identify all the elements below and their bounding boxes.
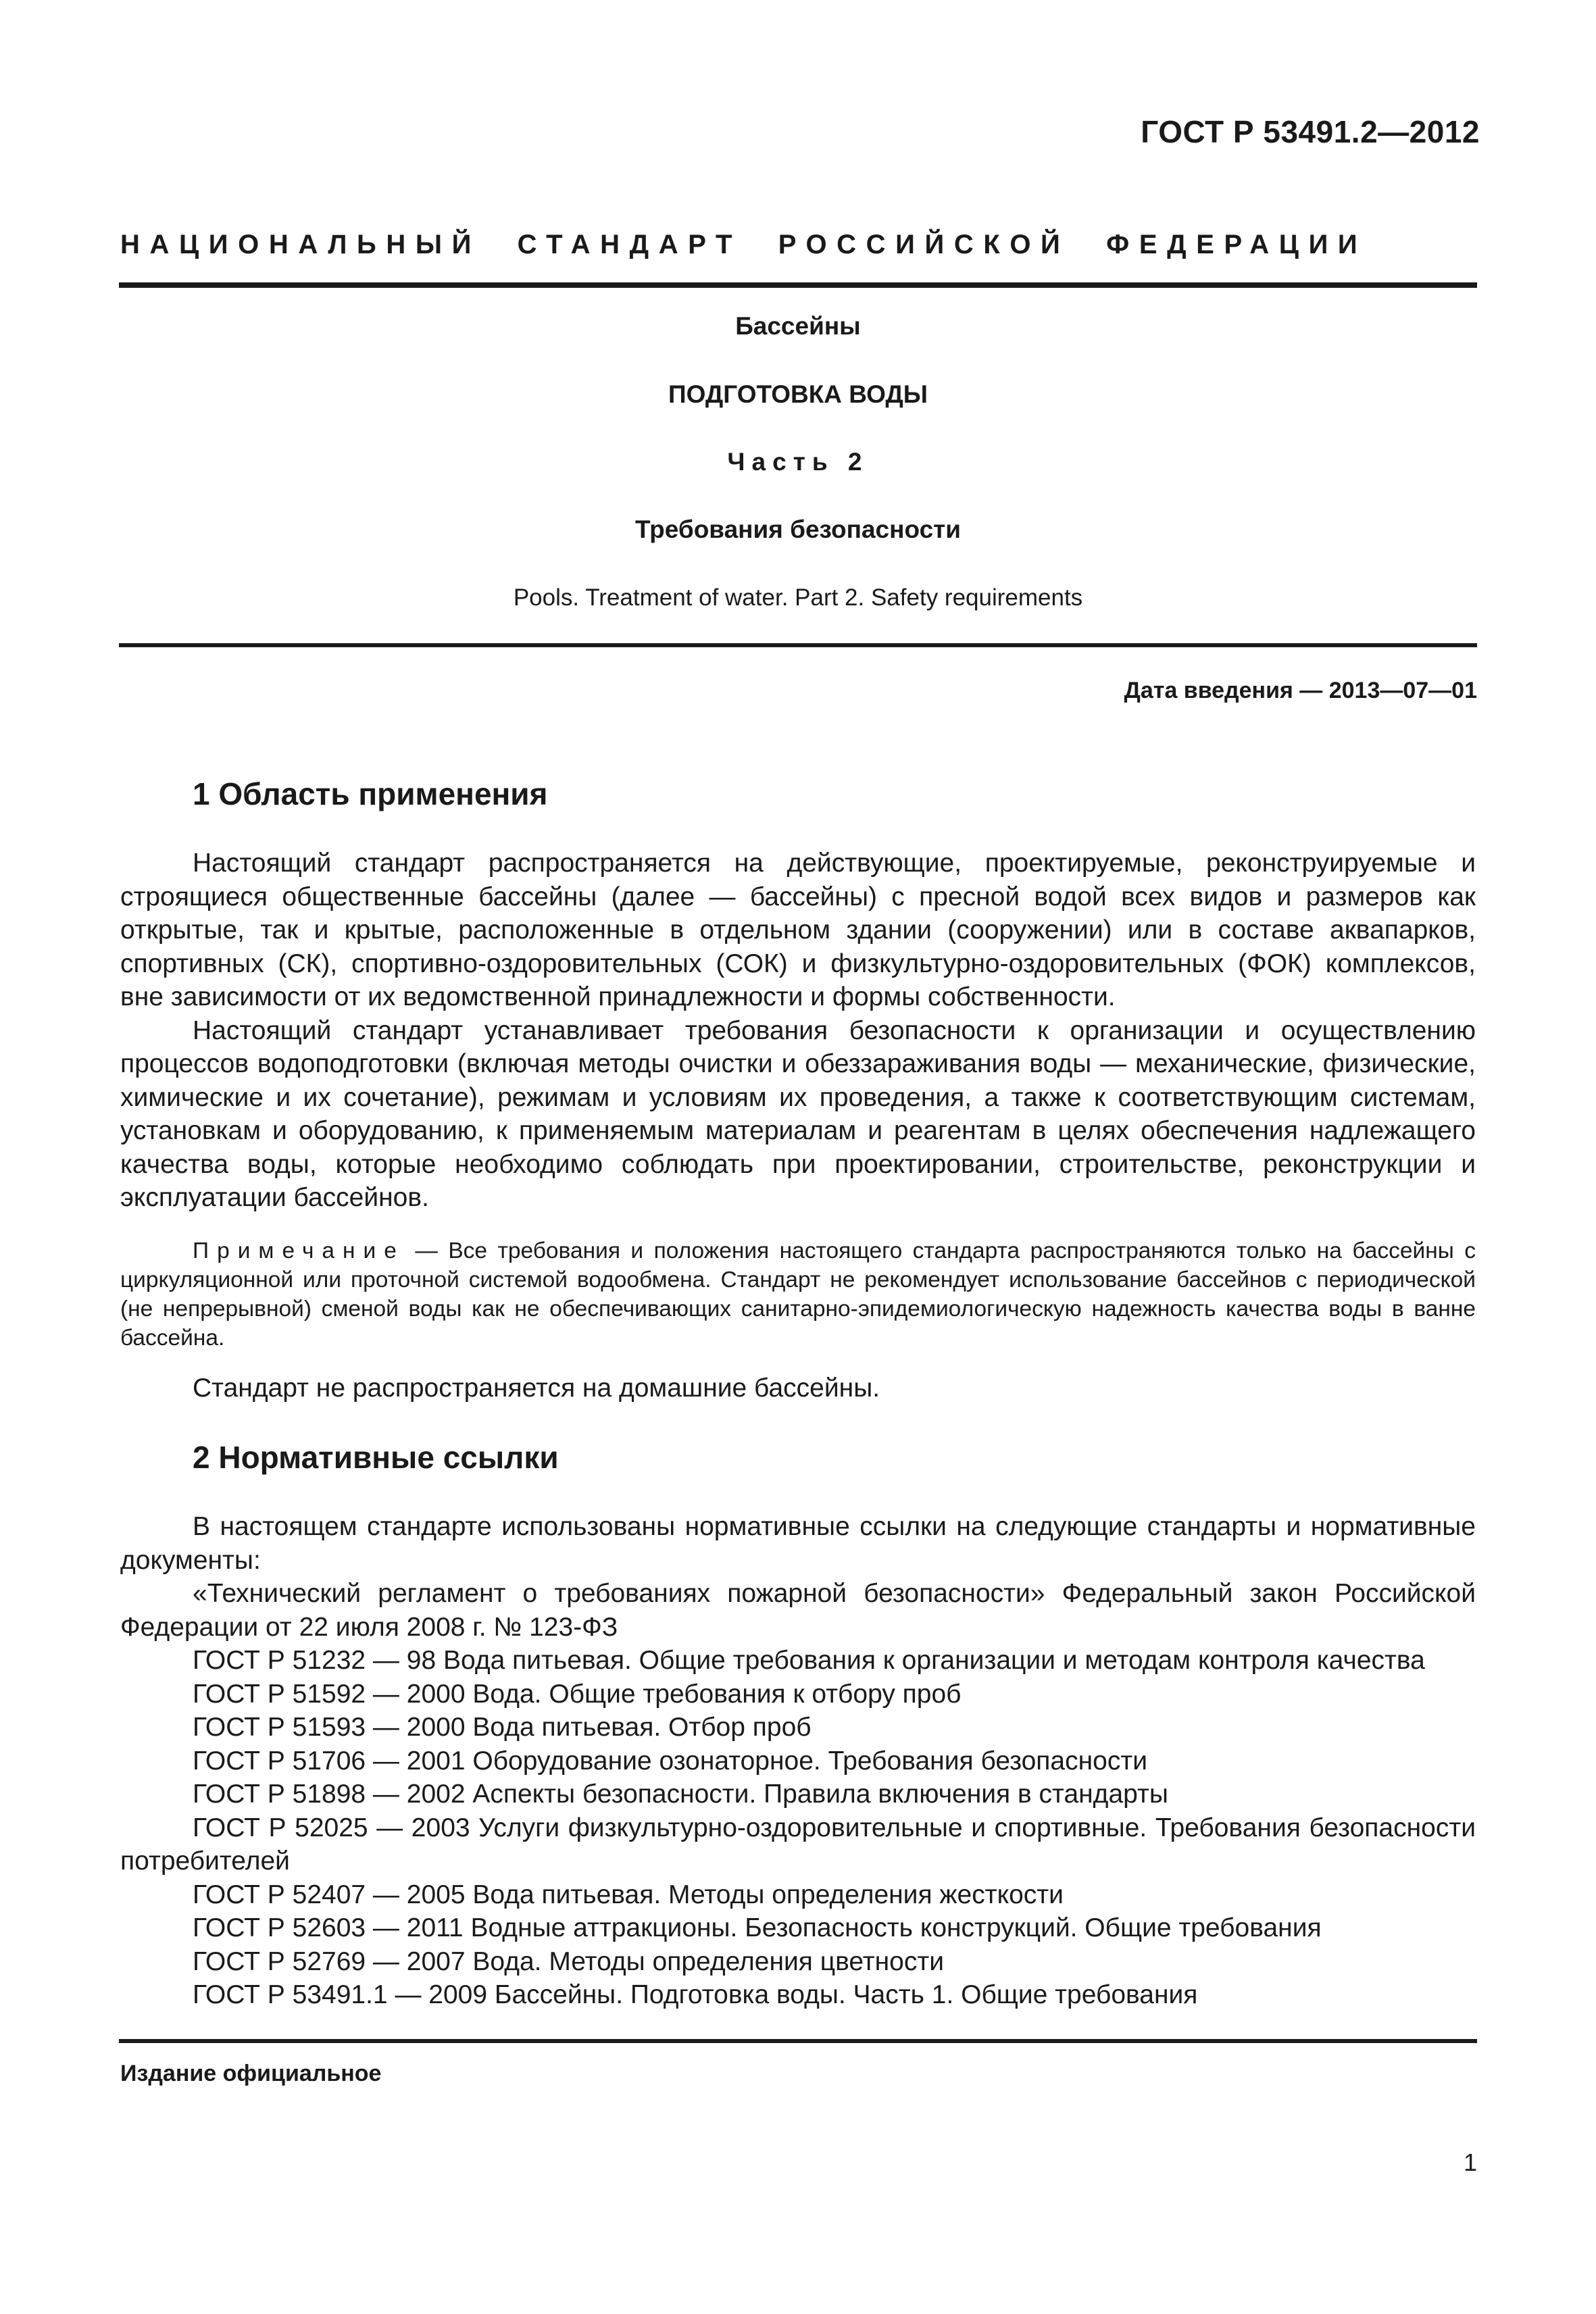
- footer-rule: [119, 2039, 1477, 2043]
- title-part: Часть 2: [727, 448, 869, 476]
- section-1-paragraph-3: Стандарт не распространяется на домашние бассейны.: [193, 1374, 880, 1403]
- title-subject: Бассейны: [735, 312, 861, 340]
- title-requirements: Требования безопасности: [634, 515, 962, 543]
- national-standard-banner: НАЦИОНАЛЬНЫЙ СТАНДАРТ РОССИЙСКОЙ ФЕДЕРАЦИИ: [120, 230, 1368, 259]
- reference-item: ГОСТ Р 52407 — 2005 Вода питьевая. Методы определения жесткости: [193, 1880, 1064, 1909]
- section-1-tail: [120, 1372, 1476, 1405]
- official-edition-label: Издание официальное: [120, 2061, 382, 2086]
- title-main: ПОДГОТОВКА ВОДЫ: [668, 380, 928, 408]
- reference-item: «Технический регламент о требованиях пожарной безопасности» Федеральный закон Российской Федерации от 22 июля 2008 г. № 123-ФЗ: [120, 1579, 1476, 1642]
- reference-item: ГОСТ Р 51593 — 2000 Вода питьевая. Отбор проб: [193, 1713, 812, 1742]
- introduction-date: Дата введения — 2013—07—01: [1124, 678, 1477, 703]
- section-1-paragraph-1: Настоящий стандарт распространяется на действующие, проектируемые, реконструируемые и строящиеся общественные бассейны (далее — бассейны) с пресной водой всех видов и размеров как открытые, так и крытые, расположенные в отдельном здании (сооружении) или в составе аквапарков, спортивных (СК), спортивно-оздоровительных (СОК) и физкультурно-оздоровительных (ФОК) комплексов, вне зависимости от их ведомственной принадлежности и формы собственности.: [120, 849, 1476, 1011]
- note-label: Примечание: [193, 1238, 405, 1263]
- reference-item: ГОСТ Р 51706 — 2001 Оборудование озонаторное. Требования безопасности: [193, 1746, 1147, 1776]
- reference-item: ГОСТ Р 53491.1 — 2009 Бассейны. Подготовка воды. Часть 1. Общие требования: [193, 1980, 1198, 2009]
- standard-designation: ГОСТ Р 53491.2—2012: [1141, 114, 1480, 149]
- reference-item: ГОСТ Р 52025 — 2003 Услуги физкультурно-оздоровительные и спортивные. Требования безопасности потребителей: [120, 1813, 1476, 1876]
- section-2-intro: В настоящем стандарте использованы нормативные ссылки на следующие стандарты и нормативные документы:: [120, 1512, 1476, 1575]
- section-2-heading: 2 Нормативные ссылки: [193, 1440, 559, 1475]
- section-1-heading: 1 Область применения: [193, 776, 548, 811]
- title-english: Pools. Treatment of water. Part 2. Safety requirements: [513, 584, 1083, 611]
- section-1-paragraph-2: Настоящий стандарт устанавливает требования безопасности к организации и осуществлению процессов водоподготовки (включая методы очистки и обеззараживания воды — механические, физические, химические и их сочетание), режимам и условиям их проведения, а также к соответствующим системам, установкам и оборудованию, к применяемым материалам и реагентам в целях обеспечения надлежащего качества воды, которые необходимо соблюдать при проектировании, строительстве, реконструкции и эксплуатации бассейнов.: [120, 1015, 1476, 1212]
- section-2-body: [120, 1510, 1476, 2012]
- reference-item: ГОСТ Р 52603 — 2011 Водные аттракционы. Безопасность конструкций. Общие требования: [193, 1913, 1322, 1942]
- note-paragraph: [120, 1236, 1476, 1353]
- note-text: — Все требования и положения настоящего стандарта распространяются только на бассейны с циркуляционной или проточной системой водообмена. Стандарт не рекомендует использование бассейнов с периодической (не непрерывной) сменой воды как не обеспечивающих санитарно-эпидемиологическую надежность качества воды в ванне бассейна.: [120, 1238, 1476, 1351]
- reference-item: ГОСТ Р 51898 — 2002 Аспекты безопасности. Правила включения в стандарты: [193, 1780, 1168, 1809]
- reference-item: ГОСТ Р 51232 — 98 Вода питьевая. Общие требования к организации и методам контроля качества: [193, 1646, 1425, 1675]
- reference-item: ГОСТ Р 51592 — 2000 Вода. Общие требования к отбору проб: [193, 1679, 962, 1709]
- section-1-note: [120, 1236, 1476, 1353]
- section-1-body: [120, 847, 1476, 1215]
- page-number: 1: [1463, 2148, 1477, 2176]
- reference-item: ГОСТ Р 52769 — 2007 Вода. Методы определения цветности: [193, 1946, 944, 1976]
- title-rule: [119, 643, 1477, 647]
- top-rule: [119, 282, 1477, 288]
